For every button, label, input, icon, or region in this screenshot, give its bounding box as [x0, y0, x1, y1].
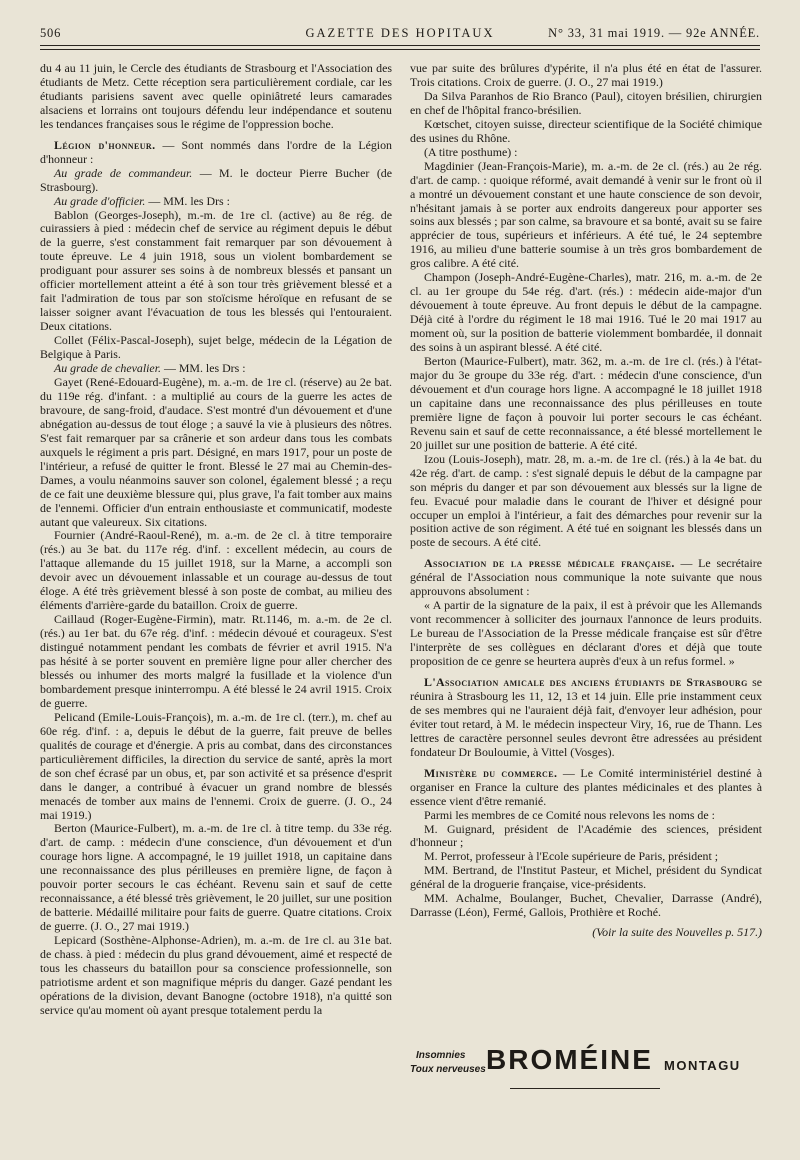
posthume-label: (A titre posthume) :	[424, 144, 518, 159]
left-column	[40, 62, 392, 1018]
association-intro: — Le secrétaire général de l'Association nous communique la note suivante que nous approuvons absolument :	[410, 556, 762, 599]
grade-officier	[40, 195, 392, 209]
legion-intro: — Sont nommés dans l'ordre de la Légion d'honneur :	[40, 137, 392, 166]
continuation: vue par suite des brûlures d'ypérite, il n'a plus été en état de l'assurer. Trois citations. Croix de guerre. (J. O., 27 mai 1919.)	[410, 61, 762, 89]
entry-koetschet: Kœtschet, citoyen suisse, directeur scientifique de la Société chimique des usines du Rhône.	[410, 116, 762, 145]
grade-chevalier	[40, 362, 392, 376]
paragraph-ministere	[410, 767, 762, 809]
ad-brand: BROMÉINE	[486, 1044, 653, 1075]
journal-title: GAZETTE DES HOPITAUX	[305, 26, 495, 40]
association-quote: « A partir de la signature de la paix, il est à prévoir que les Allemands vont recommencer à solliciter des journaux l'annonce de leurs produits. Le bureau de l'Association de la Presse médicale française est sûr d'être l'interprète de ses collègues en déclarant d'ores et déjà que toute proposition de ce genre se heurtera auprès d'eux à un refus formel. »	[410, 598, 762, 669]
issue-date: N° 33, 31 mai 1919. — 92e ANNÉE.	[548, 26, 760, 40]
page-header	[40, 26, 760, 46]
paragraph-legion	[40, 139, 392, 167]
paragraph-association	[410, 557, 762, 599]
grade-label: Au grade d'officier.	[54, 193, 146, 208]
paragraph-students: du 4 au 11 juin, le Cercle des étudiants de Strasbourg et l'Association des étudiants de Metz. Cette réception sera particulièrement cordiale, car les étudiants parisiens savent avec quelle opiniâtreté leurs camarades alsaciens et lorrains ont toujours défendu leur indépendance et soutenu les tendances françaises sous le régime de l'oppression boche.	[40, 61, 392, 131]
comite-intro: Parmi les membres de ce Comité nous relevons les noms de :	[424, 807, 715, 822]
grade-label: Au grade de commandeur.	[54, 165, 193, 180]
member-bertrand: MM. Bertrand, de l'Institut Pasteur, et Michel, président du Syndicat général de la droguerie française, vice-présidents.	[410, 863, 762, 892]
ad-maker: MONTAGU	[664, 1058, 741, 1073]
section-heading-ministere: Ministère du commerce.	[424, 765, 558, 780]
grade-text: — MM. les Drs :	[160, 361, 246, 376]
page-number: 506	[40, 26, 62, 40]
ministere-text: — Le Comité interministériel destiné à organiser en France la culture des plantes médicinales et des plantes à essence vient d'être remanié.	[410, 765, 762, 808]
entry-gayet: Gayet (René-Edouard-Eugène), m. a.-m. de 1re cl. (réserve) au 2e bat. du 119e rég. d'infant. : a multiplié au cours de la guerre les actes de bravoure, de sang-froid, d'audace. S'est montré d'un dévouement et d'une abnégation au-dessus de tout éloge ; a sauvé la vie à plusieurs des nôtres. S'est fait remarquer par sa crânerie et son ardeur dans tous les combats auxquels le régiment a pris part. Désigné, en mars 1917, pour un poste de l'intérieur, a refusé de quitter le front. Blessé le 27 mai au Chemin-des-Dames, a voulu néanmoins sauver son colonel, également blessé ; a reçu de ce fait une deuxième blessure qui, plus grave, l'a fait tomber aux mains de l'ennemi. Officier d'un entrain enthousiaste et communicatif, modeste autant que valeureux. Six citations.	[40, 374, 392, 529]
section-heading-association: Association de la presse médicale française.	[424, 556, 675, 571]
entry-berton-2: Berton (Maurice-Fulbert), matr. 362, m. a.-m. de 1re cl. (rés.) à l'état-major du 3e groupe du 33e rég. d'art. : médecin d'une conscience, d'un dévouement et d'un courage hors ligne. A accompagné le 18 juillet 1918 un capitaine dans une reconnaissance des plus périlleuses en toute première ligne de façon à pouvoir lui porter secours le cas échéant. Revenu sain et sauf de cette reconnaissance, a été blessé mortellement le 20 juillet sur une position de batterie. A été cité.	[410, 354, 762, 452]
grade-text: — M. le docteur Pierre Bucher (de Strasbourg).	[40, 165, 393, 194]
entry-pelicand: Pelicand (Emile-Louis-François), m. a.-m. de 1re cl. (terr.), m. chef au 60e rég. d'inf. : a, depuis le début de la guerre, fait preuve de belles qualités de courage et d'énergie. A pris au combat, dans des circonstances particulièrement difficiles, la direction du service de santé, après la mort de son chef écrasé par un obus, et, par son activité et sa présence d'esprit dans le danger, a contribué à évacuer un grand nombre de blessés menacés de tomber aux mains de l'ennemi. Croix de guerre. (J. O., 24 mai 1919.)	[40, 709, 392, 822]
header-rule-thin	[40, 49, 760, 50]
entry-champon: Champon (Joseph-André-Eugène-Charles), matr. 216, m. a.-m. de 2e cl. au 1er groupe du 54e rég. d'art. (rés.) : médecin aide-major d'un dévouement à toute épreuve. Au front depuis le début de la campagne. Déjà cité à l'ordre du régiment le 18 mai 1916. Tué le 20 mai 1917 au moment où, sur la position de batterie violemment bombardée, il donnait des soins à un aspirant blessé. A été cité.	[410, 270, 762, 355]
member-list: MM. Achalme, Boulanger, Buchet, Chevalier, Darrasse (André), Darrasse (Léon), Fermé, Gallois, Prothière et Roché.	[410, 891, 762, 920]
ad-line-toux: Toux nerveuses	[410, 1064, 486, 1075]
entry-fournier: Fournier (André-Raoul-René), m. a.-m. de 2e cl. à titre temporaire (rés.) au 3e bat. du 117e rég. d'inf. : excellent médecin, au cours de l'attaque allemande du 15 juillet 1918, sur la Marne, a accompli son devoir avec un dévouement inlassable et un courage au-dessus de tout éloge. A été très grièvement blessé à son poste de combat, au milieu des éléments d'arrière-garde du bataillon. Croix de guerre.	[40, 528, 392, 613]
amicale-text: se réunira à Strasbourg les 11, 12, 13 et 14 juin. Elle prie instamment ceux de ses membres qui ne l'auraient déjà fait, d'envoyer leur adhésion, pour éviter tout retard, à M. le médecin inspecteur Viry, 16, rue de Thann. Les lettres de caractère personnel seules devront être adressées au président fondateur Dr Bouloumie, à Vittel (Vosges).	[410, 674, 762, 759]
member-perrot: M. Perrot, professeur à l'Ecole supérieure de Paris, président ;	[424, 849, 719, 864]
header-rule	[40, 45, 760, 46]
grade-commandeur	[40, 167, 392, 195]
paragraph-amicale	[410, 676, 762, 760]
entry-magdinier: Magdinier (Jean-François-Marie), m. a.-m. de 2e cl. (rés.) au 2e rég. d'art. de camp. : quoique réformé, avait demandé à venir sur le front où il a montré un dévouement constant et une haute conscience de son devoir, n'hésitant jamais à se porter aux endroits dangereux pour apporter ses soins aux blessés ; par son calme, sa bravoure et sa bonté, avait su se faire apprécier de tous, supérieurs et inférieurs. A été tué, le 24 septembre 1916, au milieu d'une batterie soumise à un très gros bombardement de gros calibre. A été cité.	[410, 158, 762, 271]
see-more-note: (Voir la suite des Nouvelles p. 517.)	[592, 925, 762, 940]
grade-label: Au grade de chevalier.	[54, 361, 161, 376]
entry-bablon: Bablon (Georges-Joseph), m.-m. de 1re cl. (active) au 8e rég. de cuirassiers à pied : médecin chef de service au régiment depuis le début de la guerre, s'est constamment fait remarquer par son dévouement à toute épreuve. Le 4 juin 1918, sous un violent bombardement se prodiguant pour assurer ses soins à de nombreux blessés et pansant un officier mortellement atteint a été à son tour très grièvement blessé et a fait l'admiration de tous par son stoïcisme héroïque en refusant de se laisser soigner avant l'évacuation de tous les blessés qui l'entouraient. Deux citations.	[40, 207, 392, 334]
section-heading-amicale: L'Association amicale des anciens étudiants de Strasbourg	[424, 674, 748, 689]
advertisement	[410, 1036, 760, 1096]
entry-lepicard: Lepicard (Sosthène-Alphonse-Adrien), m. a.-m. de 1re cl. au 31e bat. de chass. à pied : médecin du plus grand dévouement, aimé et respecté de tous les chasseurs du bataillon pour sa conscience professionnelle, son patriotisme ardent et son magnifique mépris du danger. Gazé pendant les opérations de la division, devant Banogne (octobre 1918), n'a quitté son service qu'au moment où ayant presque totalement perdu la	[40, 933, 392, 1017]
right-column	[410, 62, 762, 940]
grade-text: — MM. les Drs :	[145, 193, 230, 208]
section-heading-legion: Légion d'honneur.	[54, 137, 156, 152]
entry-berton: Berton (Maurice-Fulbert), m. a.-m. de 1re cl. à titre temp. du 33e rég. d'art. de camp. : médecin d'une conscience, d'un dévouement et d'un courage hors ligne. A accompagné, le 19 juillet 1918, un capitaine dans une reconnaissance des plus périlleuses en première ligne, de façon à pouvoir porter secours le cas échéant. Revenu sain et sauf de cette reconnaissance, a été blessé très grièvement, le 20 juillet, sur une position de batterie. Médaillé militaire pour faits de guerre. Quatre citations. Croix de guerre. (J. O., 27 mai 1919.)	[40, 821, 392, 934]
entry-collet: Collet (Félix-Pascal-Joseph), sujet belge, médecin de la Légation de Belgique à Paris.	[40, 333, 392, 362]
entry-caillaud: Caillaud (Roger-Eugène-Firmin), matr. Rt.1146, m. a.-m. de 2e cl. (rés.) au 1er bat. du 67e rég. d'inf. : médecin dévoué et courageux. S'est distingué notamment pendant les combats de février et avril 1915. N'a pas hésité à se porter souvent en première ligne pour aller chercher des blessés ou inhumer des morts malgré la fusillade et la violence d'un bombardement presque ininterrompu. A été blessé le 24 avril 1915. Croix de guerre.	[40, 612, 392, 710]
ad-rule	[510, 1088, 660, 1089]
member-guignard: M. Guignard, président de l'Académie des sciences, président d'honneur ;	[410, 821, 762, 850]
ad-line-insomnies: Insomnies	[416, 1050, 466, 1061]
entry-silva: Da Silva Paranhos de Rio Branco (Paul), citoyen brésilien, chirurgien en chef de l'hôpital franco-brésilien.	[410, 88, 762, 117]
entry-izou: Izou (Louis-Joseph), matr. 28, m. a.-m. de 1re cl. (rés.) à la 4e bat. du 42e rég. d'art. de camp. : s'est signalé depuis le début de la campagne par son mépris du danger et par son dévouement aux blessés sur la ligne de feu. Evacué pour maladie dans le courant de l'hiver et désigné pour occuper un emploi à l'intérieur, a fait des démarches pour revenir sur la position active de son régiment. A été tué en soignant les blessés dans un poste de secours. A été cité.	[410, 451, 762, 550]
